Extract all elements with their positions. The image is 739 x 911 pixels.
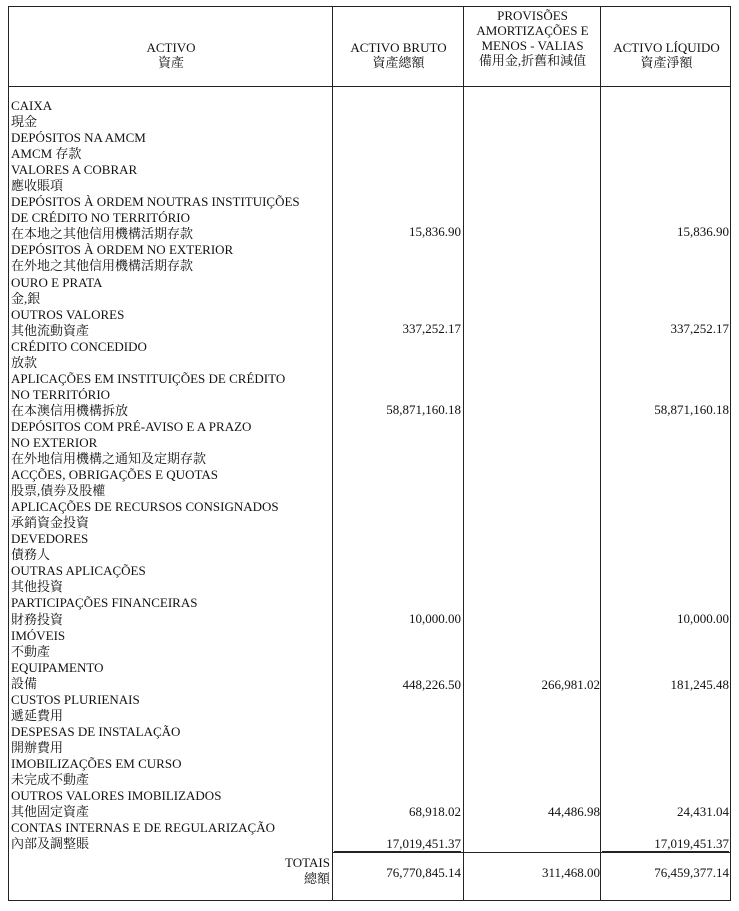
header-liquido-pt: ACTIVO LÍQUIDO xyxy=(613,40,720,55)
value-bruto: 448,226.50 xyxy=(402,677,461,692)
account-line: EQUIPAMENTO xyxy=(11,659,104,675)
value-bruto: 68,918.02 xyxy=(409,804,461,819)
value-bruto: 15,836.90 xyxy=(409,224,461,239)
account-line: CAIXA xyxy=(11,98,53,113)
account-line: DE CRÉDITO NO TERRITÓRIO xyxy=(11,210,190,226)
account-line: OUTROS VALORES xyxy=(11,306,125,322)
account-line: NO TERRITÓRIO xyxy=(11,386,111,402)
value-liquido: 24,431.04 xyxy=(677,804,729,819)
account-line: CONTAS INTERNAS E DE REGULARIZAÇÃO xyxy=(11,820,276,836)
header-provisoes-zh: 備用金,折舊和減值 xyxy=(478,53,587,68)
account-line: DEPÓSITOS À ORDEM NO EXTERIOR xyxy=(11,242,234,258)
account-line: IMÓVEIS xyxy=(11,627,66,643)
account-line: 其他固定資產 xyxy=(11,804,90,820)
account-line: CUSTOS PLURIENAIS xyxy=(11,691,140,707)
account-line: 金,銀 xyxy=(11,290,41,306)
account-line: 應收賬項 xyxy=(11,178,64,194)
account-lines xyxy=(11,98,331,852)
totals-label-pt: TOTAIS xyxy=(285,855,330,870)
header-liquido xyxy=(602,40,731,70)
col-divider xyxy=(600,6,601,901)
header-bruto-zh: 資產總額 xyxy=(372,55,425,70)
header-liquido-zh: 資產淨額 xyxy=(640,55,693,70)
value-liquido: 15,836.90 xyxy=(677,224,729,239)
header-provisoes-pt3: MENOS - VALIAS xyxy=(481,38,584,53)
value-liquido: 337,252.17 xyxy=(670,321,729,336)
account-line: 遞延費用 xyxy=(11,707,64,723)
account-line: 債務人 xyxy=(11,547,51,563)
account-line: AMCM 存款 xyxy=(11,146,82,162)
account-line: 其他流動資產 xyxy=(11,322,90,338)
account-line: DESPESAS DE INSTALAÇÃO xyxy=(11,723,181,739)
account-line: NO EXTERIOR xyxy=(11,434,98,450)
value-liquido: 58,871,160.18 xyxy=(654,402,729,417)
account-line: OURO E PRATA xyxy=(11,274,103,290)
value-bruto: 17,019,451.37 xyxy=(386,836,461,851)
account-line: APLICAÇÕES EM INSTITUIÇÕES DE CRÉDITO xyxy=(11,370,286,386)
account-line: 在外地之其他信用機構活期存款 xyxy=(11,258,194,274)
underline xyxy=(334,851,461,852)
header-activo-pt: ACTIVO xyxy=(146,40,196,55)
account-line: VALORES A COBRAR xyxy=(11,162,138,178)
account-line: 現金 xyxy=(11,114,38,130)
account-line: OUTROS VALORES IMOBILIZADOS xyxy=(11,788,222,804)
totals-label-zh: 總額 xyxy=(303,871,330,886)
header-activo-zh: 資產 xyxy=(157,55,184,70)
account-line: 財務投資 xyxy=(11,611,64,627)
col-divider xyxy=(463,6,464,901)
account-line: ACÇÕES, OBRIGAÇÕES E QUOTAS xyxy=(11,467,218,483)
account-line: 內部及調整賬 xyxy=(11,836,90,852)
header-provisoes-pt1: PROVISÕES xyxy=(497,8,568,23)
underline xyxy=(602,851,729,852)
account-line: 在外地信用機構之通知及定期存款 xyxy=(11,451,207,467)
totals-label xyxy=(200,855,330,887)
total-bruto: 76,770,845.14 xyxy=(386,865,461,880)
account-line: 股票,債券及股權 xyxy=(11,483,106,499)
account-line: DEVEDORES xyxy=(11,531,89,547)
account-line: CRÉDITO CONCEDIDO xyxy=(11,338,147,354)
account-line: DEPÓSITOS NA AMCM xyxy=(11,130,146,146)
value-provisoes: 266,981.02 xyxy=(541,677,600,692)
account-line: PARTICIPAÇÕES FINANCEIRAS xyxy=(11,595,198,611)
account-line: 放款 xyxy=(11,354,38,370)
account-line: DEPÓSITOS COM PRÉ-AVISO E A PRAZO xyxy=(11,418,252,434)
account-line: IMOBILIZAÇÕES EM CURSO xyxy=(11,755,182,771)
account-line: APLICAÇÕES DE RECURSOS CONSIGNADOS xyxy=(11,499,279,515)
totals-rule xyxy=(332,852,731,853)
account-line: 開辦費用 xyxy=(11,739,64,755)
account-line: 不動產 xyxy=(11,643,51,659)
header-rule xyxy=(8,86,731,87)
value-liquido: 17,019,451.37 xyxy=(654,836,729,851)
value-bruto: 10,000.00 xyxy=(409,611,461,626)
account-line: 設備 xyxy=(11,675,38,691)
total-provisoes: 311,468.00 xyxy=(541,865,600,880)
account-line: 在本地之其他信用機構活期存款 xyxy=(11,226,194,242)
account-line: 未完成不動產 xyxy=(11,771,90,787)
col-divider xyxy=(332,6,333,901)
account-line: DEPÓSITOS À ORDEM NOUTRAS INSTITUIÇÕES xyxy=(11,194,300,210)
account-line: OUTRAS APLICAÇÕES xyxy=(11,563,146,579)
header-activo xyxy=(10,40,332,70)
value-liquido: 10,000.00 xyxy=(677,611,729,626)
value-bruto: 58,871,160.18 xyxy=(386,402,461,417)
account-line: 在本澳信用機構拆放 xyxy=(11,402,129,418)
header-bruto xyxy=(334,40,463,70)
header-bruto-pt: ACTIVO BRUTO xyxy=(350,40,447,55)
value-liquido: 181,245.48 xyxy=(670,677,729,692)
value-bruto: 337,252.17 xyxy=(402,321,461,336)
value-provisoes: 44,486.98 xyxy=(548,804,600,819)
total-liquido: 76,459,377.14 xyxy=(654,865,729,880)
account-line: 其他投資 xyxy=(11,579,64,595)
account-line: 承銷資金投資 xyxy=(11,515,90,531)
header-provisoes xyxy=(465,8,600,68)
header-provisoes-pt2: AMORTIZAÇÕES E xyxy=(476,23,589,38)
